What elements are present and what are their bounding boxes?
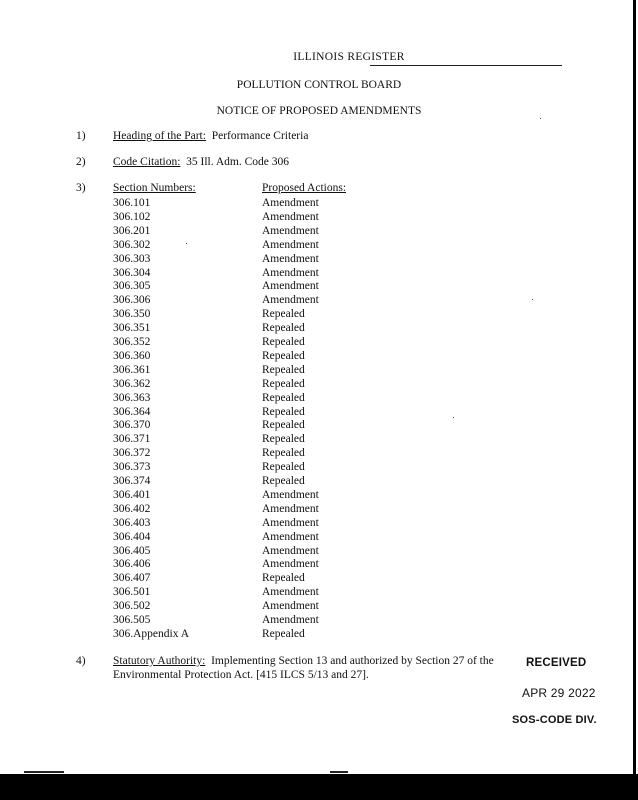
section-number: 306.371 [113,433,151,445]
section-number: 306.401 [113,489,151,501]
proposed-action: Amendment [262,614,319,626]
proposed-action: Amendment [262,545,319,557]
section-number: 306.302 [113,239,151,251]
authority-label: Statutory Authority: [113,655,206,667]
proposed-action: Repealed [262,447,305,459]
section-number: 306.373 [113,461,151,473]
proposed-action: Amendment [262,280,319,292]
item-1-number: 1) [76,130,86,142]
proposed-action: Repealed [262,572,305,584]
item-1-label: Heading of the Part: [113,130,206,142]
proposed-action: Repealed [262,308,305,320]
item-1-value: Performance Criteria [211,130,309,142]
section-number: 306.406 [113,558,151,570]
section-number: 306.364 [113,406,151,418]
proposed-action: Repealed [262,392,305,404]
proposed-action: Repealed [262,364,305,376]
section-numbers-header: Section Numbers: [113,182,196,194]
item-2-number: 2) [76,156,86,168]
item-3-number: 3) [76,182,86,194]
item-1-line [113,130,308,142]
proposed-action: Repealed [262,322,305,334]
scan-speck [186,243,187,244]
scan-right-border [633,0,636,800]
scan-bottom-border [0,774,638,800]
proposed-action: Amendment [262,600,319,612]
section-number: 306.402 [113,503,151,515]
proposed-action: Repealed [262,350,305,362]
proposed-action: Amendment [262,253,319,265]
section-number: 306.501 [113,586,151,598]
section-number: 306.502 [113,600,151,612]
proposed-action: Repealed [262,336,305,348]
proposed-action: Repealed [262,628,305,640]
section-number: 306.374 [113,475,151,487]
section-number: 306.404 [113,531,151,543]
proposed-action: Repealed [262,461,305,473]
section-number: 306.350 [113,308,151,320]
scan-speck [540,118,541,119]
section-number: 306.361 [113,364,151,376]
proposed-action: Amendment [262,294,319,306]
scan-speck [453,417,454,418]
section-number: 306.102 [113,211,151,223]
scan-noise [24,771,64,773]
section-number: 306.306 [113,294,151,306]
proposed-action: Amendment [262,489,319,501]
received-stamp: RECEIVED [526,657,587,669]
proposed-action: Amendment [262,517,319,529]
authority-text-1: Implementing Section 13 and authorized by Section 27 of the [211,655,494,667]
authority-text-2: Environmental Protection Act. [415 ILCS 5/13 and 27]. [113,669,369,681]
section-number: 306.101 [113,197,151,209]
proposed-action: Repealed [262,378,305,390]
stamp-division: SOS-CODE DIV. [512,714,597,726]
authority-line-1 [113,655,494,667]
proposed-action: Amendment [262,211,319,223]
section-number: 306.407 [113,572,151,584]
section-number: 306.201 [113,225,151,237]
section-number: 306.352 [113,336,151,348]
section-number: 306.305 [113,280,151,292]
item-2-line [113,156,289,168]
proposed-actions-header: Proposed Actions: [262,182,347,194]
proposed-action: Amendment [262,503,319,515]
board-title: POLLUTION CONTROL BOARD [236,79,402,91]
section-number: 306.351 [113,322,151,334]
section-number: 306.372 [113,447,151,459]
section-number: 306.370 [113,419,151,431]
item-2-label: Code Citation: [113,156,181,168]
proposed-action: Amendment [262,531,319,543]
section-number: 306.363 [113,392,151,404]
section-number: 306.303 [113,253,151,265]
section-number: 306.Appendix A [113,628,190,640]
proposed-action: Amendment [262,225,319,237]
section-number: 306.304 [113,267,151,279]
scan-noise [330,771,348,773]
item-4-number: 4) [76,655,86,667]
proposed-action: Repealed [262,406,305,418]
header-rule [370,65,562,66]
section-number: 306.403 [113,517,151,529]
notice-title: NOTICE OF PROPOSED AMENDMENTS [216,105,422,117]
section-number: 306.505 [113,614,151,626]
item-2-value: 35 Ill. Adm. Code 306 [186,156,290,168]
proposed-action: Repealed [262,475,305,487]
proposed-action: Amendment [262,239,319,251]
scan-speck [532,299,533,300]
proposed-action: Amendment [262,267,319,279]
stamp-date: APR 29 2022 [522,686,596,700]
register-title: ILLINOIS REGISTER [293,51,405,63]
proposed-action: Repealed [262,433,305,445]
proposed-action: Amendment [262,558,319,570]
section-number: 306.362 [113,378,151,390]
proposed-action: Amendment [262,586,319,598]
section-number: 306.405 [113,545,151,557]
section-number: 306.360 [113,350,151,362]
proposed-action: Amendment [262,197,319,209]
proposed-action: Repealed [262,419,305,431]
